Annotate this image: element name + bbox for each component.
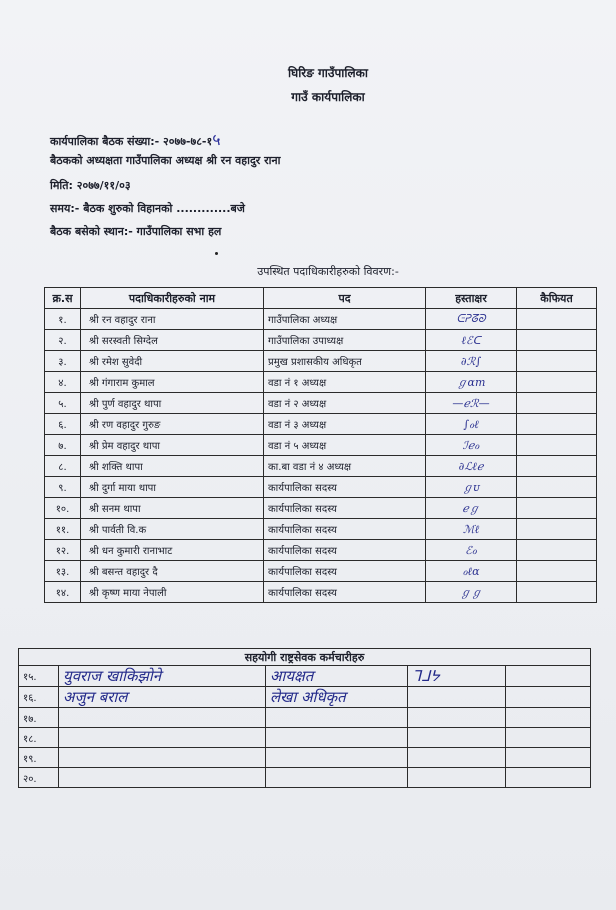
remarks-cell bbox=[506, 748, 591, 768]
table-row bbox=[19, 666, 591, 687]
serial-cell: ५. bbox=[45, 393, 81, 414]
name-cell: श्री पुर्ण वहादुर थापा bbox=[81, 393, 264, 414]
name-cell: श्री धन कुमारी रानाभाट bbox=[81, 540, 264, 561]
signature-cell bbox=[408, 748, 506, 768]
table-row bbox=[45, 477, 597, 498]
serial-cell: १. bbox=[45, 309, 81, 330]
serial-cell: ११. bbox=[45, 519, 81, 540]
table-row bbox=[19, 687, 591, 708]
remarks-cell bbox=[506, 768, 591, 788]
remarks-cell bbox=[517, 582, 597, 603]
serial-cell: ९. bbox=[45, 477, 81, 498]
table-row bbox=[45, 456, 597, 477]
table-row bbox=[45, 561, 597, 582]
meeting-number bbox=[50, 128, 221, 150]
post-cell bbox=[266, 728, 408, 748]
signature-cell: ᕮᕈᘔᘐ bbox=[426, 309, 517, 330]
meeting-number-handwritten: ५ bbox=[212, 130, 221, 149]
name-cell bbox=[59, 728, 266, 748]
office-title: घिरिङ गाउँपालिका bbox=[288, 66, 368, 80]
name-cell: श्री रमेश सुवेदी bbox=[81, 351, 264, 372]
name-cell: श्री रण वहादुर गुरुङ bbox=[81, 414, 264, 435]
attendance-caption: उपस्थित पदाधिकारीहरुको विवरण:- bbox=[257, 265, 399, 278]
header-name: पदाधिकारीहरुको नाम bbox=[81, 288, 264, 309]
serial-cell: १२. bbox=[45, 540, 81, 561]
post-cell: कार्यपालिका सदस्य bbox=[264, 477, 426, 498]
post-cell: कार्यपालिका सदस्य bbox=[264, 540, 426, 561]
signature-cell: ℳℓ bbox=[426, 519, 517, 540]
serial-cell: १७. bbox=[19, 708, 59, 728]
post-cell: कार्यपालिका सदस्य bbox=[264, 498, 426, 519]
table-row bbox=[45, 498, 597, 519]
name-cell: श्री दुर्गा माया थापा bbox=[81, 477, 264, 498]
name-cell: श्री सरस्वती सिग्देल bbox=[81, 330, 264, 351]
table-row bbox=[45, 372, 597, 393]
post-cell: गाउँपालिका उपाध्यक्ष bbox=[264, 330, 426, 351]
post-cell bbox=[266, 768, 408, 788]
name-cell: युवराज खाकिझोने bbox=[59, 666, 266, 687]
post-cell: प्रमुख प्रशासकीय अधिकृत bbox=[264, 351, 426, 372]
name-cell bbox=[59, 768, 266, 788]
table-row bbox=[45, 351, 597, 372]
attendance-header-row bbox=[45, 288, 597, 309]
table-row bbox=[45, 393, 597, 414]
signature-cell bbox=[408, 708, 506, 728]
staff-header-row bbox=[19, 649, 591, 666]
serial-cell: १९. bbox=[19, 748, 59, 768]
header-signature: हस्ताक्षर bbox=[426, 288, 517, 309]
header-post: पद bbox=[264, 288, 426, 309]
name-cell bbox=[59, 708, 266, 728]
remarks-cell bbox=[517, 519, 597, 540]
meeting-date: मिति: २०७७/११/०३ bbox=[50, 179, 131, 192]
header-remarks: कैफियत bbox=[517, 288, 597, 309]
serial-cell: १६. bbox=[19, 687, 59, 708]
remarks-cell bbox=[517, 309, 597, 330]
remarks-cell bbox=[517, 393, 597, 414]
remarks-cell bbox=[517, 330, 597, 351]
serial-cell: ३. bbox=[45, 351, 81, 372]
name-cell: श्री शक्ति थापा bbox=[81, 456, 264, 477]
signature-cell: ℯℊ bbox=[426, 498, 517, 519]
table-row bbox=[45, 582, 597, 603]
staff-table bbox=[18, 648, 591, 788]
signature-cell: ℊαm bbox=[426, 372, 517, 393]
table-row bbox=[19, 768, 591, 788]
serial-cell: १०. bbox=[45, 498, 81, 519]
table-row bbox=[45, 309, 597, 330]
remarks-cell bbox=[517, 498, 597, 519]
post-cell: का.बा वडा नं ४ अध्यक्ष bbox=[264, 456, 426, 477]
remarks-cell bbox=[517, 414, 597, 435]
serial-cell: ४. bbox=[45, 372, 81, 393]
serial-cell: ८. bbox=[45, 456, 81, 477]
staff-caption: सहयोगी राष्ट्रसेवक कर्मचारीहरु bbox=[19, 649, 591, 666]
remarks-cell bbox=[506, 728, 591, 748]
name-cell: श्री सनम थापा bbox=[81, 498, 264, 519]
signature-cell: ℐℯℴ bbox=[426, 435, 517, 456]
table-row bbox=[45, 540, 597, 561]
signature-cell: —ℯℛ— bbox=[426, 393, 517, 414]
serial-cell: १८. bbox=[19, 728, 59, 748]
meeting-venue: बैठक बसेको स्थान:- गाउँपालिका सभा हल bbox=[50, 225, 222, 238]
attendance-table bbox=[44, 287, 597, 603]
remarks-cell bbox=[506, 708, 591, 728]
signature-cell: ℊᴜ bbox=[426, 477, 517, 498]
signature-cell: ℴℓα bbox=[426, 561, 517, 582]
post-cell: कार्यपालिका सदस्य bbox=[264, 582, 426, 603]
executive-title: गाउँ कार्यपालिका bbox=[291, 90, 365, 104]
remarks-cell bbox=[517, 435, 597, 456]
name-cell: श्री रन वहादुर राना bbox=[81, 309, 264, 330]
serial-cell: १५. bbox=[19, 666, 59, 687]
signature-cell: ∫ℴℓ bbox=[426, 414, 517, 435]
table-row bbox=[19, 708, 591, 728]
serial-cell: १३. bbox=[45, 561, 81, 582]
serial-cell: ६. bbox=[45, 414, 81, 435]
post-cell bbox=[266, 748, 408, 768]
post-cell: लेखा अधिकृत bbox=[266, 687, 408, 708]
table-row bbox=[45, 330, 597, 351]
table-row bbox=[19, 748, 591, 768]
remarks-cell bbox=[517, 456, 597, 477]
table-row bbox=[45, 519, 597, 540]
name-cell: अजुन बराल bbox=[59, 687, 266, 708]
serial-cell: ७. bbox=[45, 435, 81, 456]
signature-cell bbox=[408, 768, 506, 788]
meeting-number-label: कार्यपालिका बैठक संख्या:- २०७७-७८-१ bbox=[50, 135, 213, 148]
name-cell: श्री पार्वती वि.क bbox=[81, 519, 264, 540]
meeting-chair: बैठकको अध्यक्षता गाउँपालिका अध्यक्ष श्री रन वहादुर राना bbox=[50, 154, 281, 167]
remarks-cell bbox=[517, 540, 597, 561]
signature-cell: ℊℊ bbox=[426, 582, 517, 603]
signature-cell: ℓℰᑕ bbox=[426, 330, 517, 351]
signature-cell bbox=[408, 728, 506, 748]
name-cell: श्री गंगाराम कुमाल bbox=[81, 372, 264, 393]
remarks-cell bbox=[517, 561, 597, 582]
name-cell: श्री बसन्त वहादुर दै bbox=[81, 561, 264, 582]
signature-cell bbox=[408, 687, 506, 708]
table-row bbox=[45, 414, 597, 435]
serial-cell: २. bbox=[45, 330, 81, 351]
post-cell bbox=[266, 708, 408, 728]
post-cell: गाउँपालिका अध्यक्ष bbox=[264, 309, 426, 330]
name-cell bbox=[59, 748, 266, 768]
post-cell: वडा नं १ अध्यक्ष bbox=[264, 372, 426, 393]
post-cell: कार्यपालिका सदस्य bbox=[264, 561, 426, 582]
table-row bbox=[19, 728, 591, 748]
ink-dot bbox=[215, 252, 218, 255]
post-cell: आयक्षत bbox=[266, 666, 408, 687]
serial-cell: २०. bbox=[19, 768, 59, 788]
signature-cell: ℰℴ bbox=[426, 540, 517, 561]
post-cell: वडा नं २ अध्यक्ष bbox=[264, 393, 426, 414]
serial-cell: १४. bbox=[45, 582, 81, 603]
meeting-time: समय:- बैठक शुरुको विहानको .............बजे bbox=[50, 202, 245, 215]
remarks-cell bbox=[506, 666, 591, 687]
signature-cell: ∂ℛ∫ bbox=[426, 351, 517, 372]
remarks-cell bbox=[517, 351, 597, 372]
name-cell: श्री कृष्ण माया नेपाली bbox=[81, 582, 264, 603]
header-serial: क्र.स bbox=[45, 288, 81, 309]
post-cell: वडा नं ३ अध्यक्ष bbox=[264, 414, 426, 435]
remarks-cell bbox=[506, 687, 591, 708]
table-row bbox=[45, 435, 597, 456]
name-cell: श्री प्रेम वहादुर थापा bbox=[81, 435, 264, 456]
post-cell: वडा नं ५ अध्यक्ष bbox=[264, 435, 426, 456]
remarks-cell bbox=[517, 372, 597, 393]
remarks-cell bbox=[517, 477, 597, 498]
signature-cell: ᒣᒧᔭ bbox=[408, 666, 506, 687]
post-cell: कार्यपालिका सदस्य bbox=[264, 519, 426, 540]
signature-cell: ∂ℒℓℯ bbox=[426, 456, 517, 477]
